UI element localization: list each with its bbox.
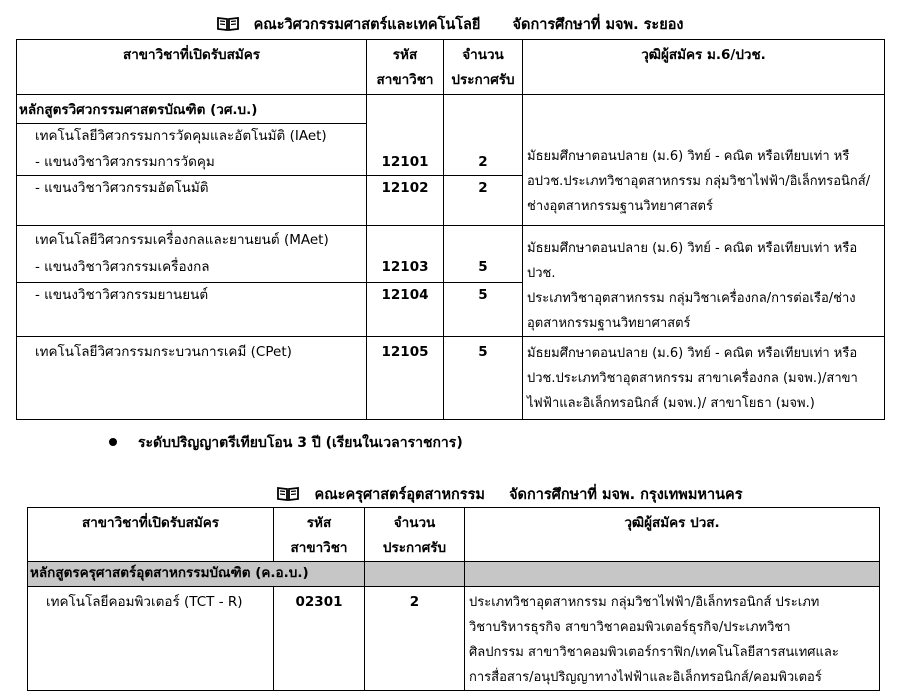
major-code: 12105 (367, 337, 444, 420)
qualification-cell: ประเภทวิชาอุตสาหกรรม กลุ่มวิชาไฟฟ้า/อิเล็กทรอนิกส์ ประเภท วิชาบริหารธุรกิจ สาขาวิชาคอมพิวเตอร์ธุรกิจ/ประเภทวิชา ศิลปกรรม สาขาวิชาคอมพิวเตอร์กราฟิก/เทคโนโลยีสารสนเทศและ การสื่อสาร/อนุปริญญาทางไฟฟ้าและอิเล็กทรอนิกส์/คอมพิวเตอร์ (465, 587, 880, 691)
group-name: เทคโนโลยีวิศวกรรมเครื่องกลและยานยนต์ (MAet) (17, 226, 367, 255)
section-heading: ระดับปริญญาตรีเทียบโอน 3 ปี (เรียนในเวลาราชการ) (138, 435, 463, 451)
admission-table-engineering (16, 39, 885, 420)
major-name: - แขนงวิชาวิศวกรรมการวัดคุม (17, 150, 367, 176)
table-header-row (28, 508, 880, 562)
table-row (28, 587, 880, 691)
major-code: 12101 (367, 150, 444, 176)
major-count: 5 (444, 337, 523, 420)
major-code: 12103 (367, 255, 444, 283)
major-name: เทคโนโลยีคอมพิวเตอร์ (TCT - R) (28, 587, 274, 691)
bullet-icon (109, 438, 117, 446)
major-count: 2 (365, 587, 465, 691)
major-name: - แขนงวิชาวิศวกรรมอัตโนมัติ (17, 176, 367, 226)
header-count: จำนวน ประกาศรับ (444, 40, 523, 95)
qualification-cell: มัธยมศึกษาตอนปลาย (ม.6) วิทย์ - คณิต หรือเทียบเท่า หรือ ปวช.ประเภทวิชาอุตสาหกรรม สาขาเครื่องกล (มจพ.)/สาขา ไฟฟ้าและอิเล็กทรอนิกส์ (มจพ.)/ สาขาโยธา (มจพ.) (523, 337, 885, 420)
curriculum-row (28, 562, 880, 587)
curriculum-row (17, 95, 885, 124)
table-row (17, 124, 885, 150)
header-qualification: วุฒิผู้สมัคร ปวส. (465, 508, 880, 562)
section1-title (0, 13, 900, 36)
major-count: 2 (444, 176, 523, 226)
major-code: 12104 (367, 283, 444, 337)
qualification-cell: มัธยมศึกษาตอนปลาย (ม.6) วิทย์ - คณิต หรือเทียบเท่า หรือปวช. ประเภทวิชาอุตสาหกรรม กลุ่มวิชาเครื่องกล/การต่อเรือ/ช่าง อุตสาหกรรมฐานวิทยาศาสตร์ (523, 226, 885, 337)
group-name: เทคโนโลยีวิศวกรรมการวัดคุมและอัตโนมัติ (IAet) (17, 124, 367, 150)
major-code: 02301 (274, 587, 365, 691)
book-icon (277, 487, 299, 501)
major-name: - แขนงวิชาวิศวกรรมเครื่องกล (17, 255, 367, 283)
faculty-name: คณะวิศวกรรมศาสตร์และเทคโนโลยี (253, 17, 481, 33)
table-header-row (17, 40, 885, 95)
major-name: - แขนงวิชาวิศวกรรมยานยนต์ (17, 283, 367, 337)
major-count: 5 (444, 255, 523, 283)
book-icon (217, 17, 239, 31)
group-name: เทคโนโลยีวิศวกรรมกระบวนการเคมี (CPet) (17, 337, 367, 420)
header-code: รหัส สาขาวิชา (367, 40, 444, 95)
header-code: รหัส สาขาวิชา (274, 508, 365, 562)
campus-name: จัดการศึกษาที่ มจพ. ระยอง (512, 17, 684, 33)
header-program: สาขาวิชาที่เปิดรับสมัคร (28, 508, 274, 562)
header-qualification: วุฒิผู้สมัคร ม.6/ปวช. (523, 40, 885, 95)
admission-table-industrial-education (27, 507, 880, 691)
faculty-name: คณะครุศาสตร์อุตสาหกรรม (314, 487, 485, 503)
curriculum-name: หลักสูตรวิศวกรรมศาสตรบัณฑิต (วศ.บ.) (17, 95, 367, 124)
major-count: 2 (444, 150, 523, 176)
major-count: 5 (444, 283, 523, 337)
section2-title (60, 483, 900, 506)
header-count: จำนวน ประกาศรับ (365, 508, 465, 562)
campus-name: จัดการศึกษาที่ มจพ. กรุงเทพมหานคร (509, 487, 743, 503)
curriculum-name: หลักสูตรครุศาสตร์อุตสาหกรรมบัณฑิต (ค.อ.บ.) (28, 562, 365, 587)
qualification-cell: มัธยมศึกษาตอนปลาย (ม.6) วิทย์ - คณิต หรือเทียบเท่า หรื อปวช.ประเภทวิชาอุตสาหกรรม กลุ่มวิชาไฟฟ้า/อิเล็กทรอนิกส์/ ช่างอุตสาหกรรมฐานวิทยาศาสตร์ (523, 124, 885, 226)
major-code: 12102 (367, 176, 444, 226)
table-row (17, 226, 885, 255)
table-row (17, 337, 885, 420)
header-program: สาขาวิชาที่เปิดรับสมัคร (17, 40, 367, 95)
